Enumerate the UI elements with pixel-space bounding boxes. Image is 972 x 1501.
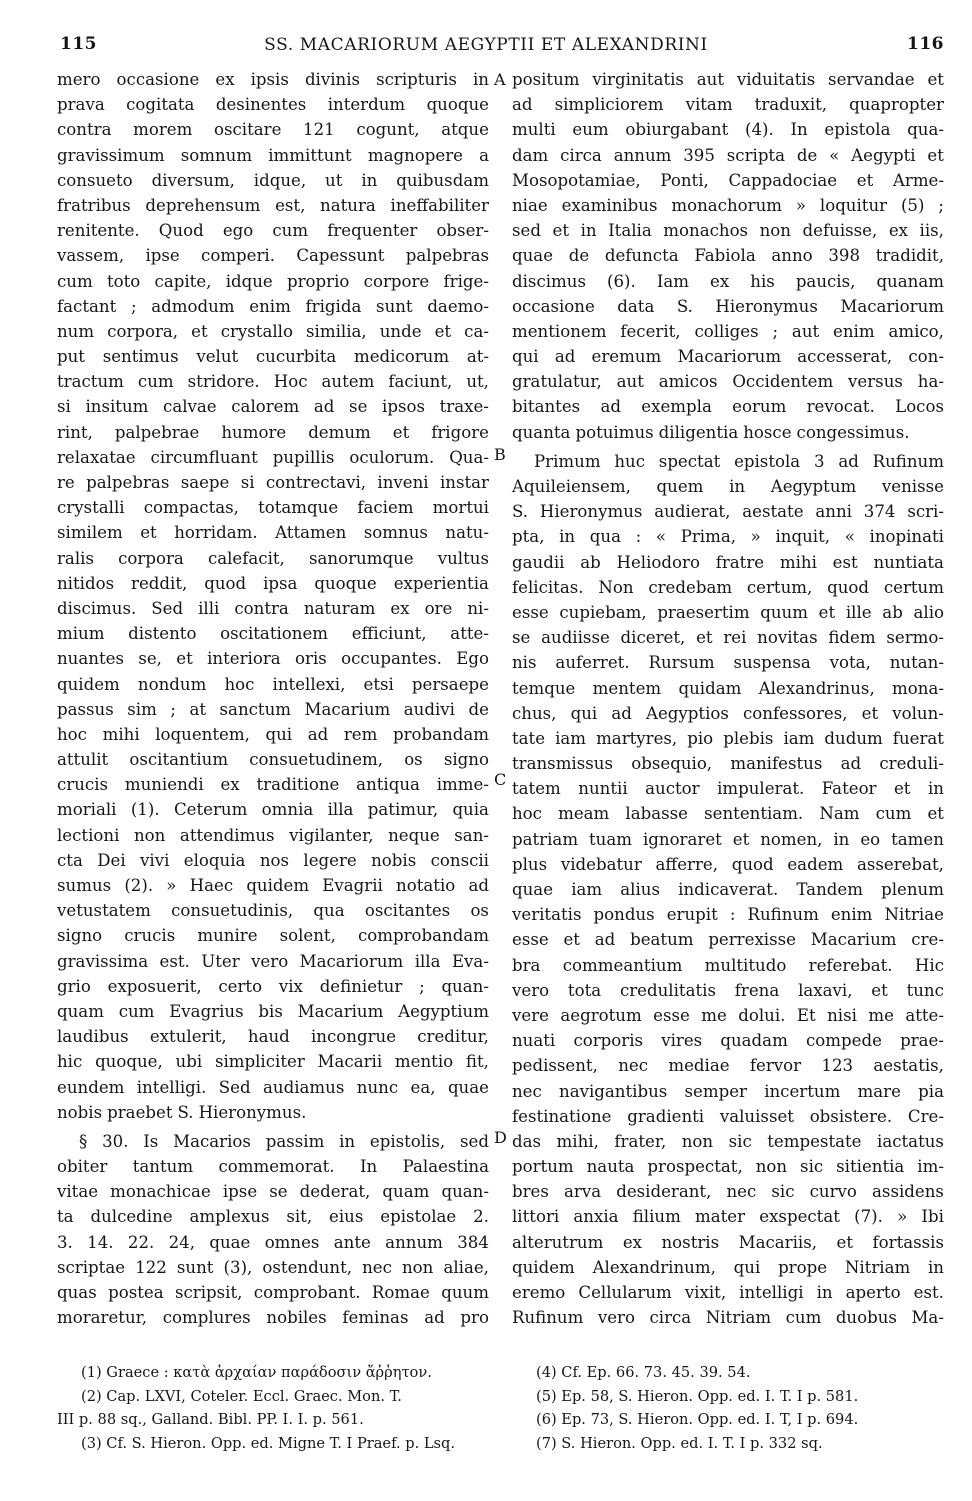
text-line: signo crucis munire solent, comprobandam bbox=[57, 926, 489, 946]
text-line: contra morem oscitare 121 cogunt, atque bbox=[57, 120, 489, 140]
text-line: quam cum Evagrius bis Macarium Aegyptium bbox=[57, 1001, 489, 1021]
text-line: nuati corporis vires quadam compede prae- bbox=[512, 1031, 944, 1051]
text-line: sed et in Italia monachos non defuisse, ex iis, bbox=[512, 221, 944, 241]
text-line: esse et ad beatum perrexisse Macarium cre- bbox=[512, 930, 944, 950]
text-line: tate iam martyres, pio plebis iam dudum fuerat bbox=[512, 728, 944, 748]
text-line: si insitum calvae calorem ad se ipsos traxe- bbox=[57, 397, 489, 417]
text-line: eundem intelligi. Sed audiamus nunc ea, quae bbox=[57, 1077, 489, 1097]
text-line: Mosopotamiae, Ponti, Cappadociae et Arme- bbox=[512, 170, 944, 190]
text-line: pedissent, nec mediae fervor 123 aestatis, bbox=[512, 1056, 944, 1076]
text-line: factant ; admodum enim frigida sunt daemo- bbox=[57, 296, 489, 316]
text-line: bra commeantium multitudo referebat. Hic bbox=[512, 955, 944, 975]
text-line: mero occasione ex ipsis divinis scripturis in bbox=[57, 70, 489, 89]
text-line: obiter tantum commemorat. In Palaestina bbox=[57, 1157, 489, 1177]
text-line: transmissus obsequio, manifestus ad creduli- bbox=[512, 754, 944, 774]
left-text-column bbox=[57, 67, 489, 1330]
text-line: nitidos reddit, quod ipsa quoque experientia bbox=[57, 573, 489, 593]
text-line: positum virginitatis aut viduitatis servandae et bbox=[512, 70, 944, 89]
text-line: veritatis pondus erupit : Rufinum enim Nitriae bbox=[512, 905, 944, 925]
margin-letter-b: B bbox=[494, 445, 506, 464]
running-title: SS. MACARIORUM AEGYPTII ET ALEXANDRINI bbox=[264, 35, 708, 55]
footnote: III p. 88 sq., Galland. Bibl. PP. I. I. p. 561. bbox=[57, 1411, 364, 1428]
text-line: re palpebras saepe si contrectavi, inveni instar bbox=[57, 473, 489, 492]
text-line: Primum huc spectat epistola 3 ad Rufinum bbox=[534, 451, 944, 471]
text-line: passus sim ; at sanctum Macarium audivi de bbox=[57, 699, 489, 719]
text-line: quae de defuncta Fabiola anno 398 tradidit, bbox=[512, 246, 944, 266]
text-line: cta Dei vivi eloquia nos legere nobis conscii bbox=[57, 850, 489, 870]
text-line: ad simpliciorem vitam traduxit, quapropter bbox=[512, 95, 944, 115]
footnote: (5) Ep. 58, S. Hieron. Opp. ed. I. T. I p. 581. bbox=[536, 1387, 859, 1405]
text-line: littori anxia filium mater exspectat (7). » Ibi bbox=[512, 1207, 944, 1227]
text-line: vere aegrotum esse me dolui. Et nisi me atte- bbox=[512, 1005, 944, 1025]
right-text-column bbox=[512, 67, 944, 1330]
text-line: quidem nondum hoc intellexi, etsi persaepe bbox=[57, 674, 489, 694]
text-line: patriam tuam ignoraret et nomen, in eo tamen bbox=[512, 829, 944, 849]
text-line: relaxatae circumfluant pupillis oculorum. Qua- bbox=[57, 447, 489, 467]
text-line: rint, palpebrae humore demum et frigore bbox=[57, 422, 489, 442]
right-page-number: 116 bbox=[907, 34, 944, 54]
text-line: temque mentem quidam Alexandrinus, mona- bbox=[512, 678, 944, 698]
text-line: alterutrum ex nostris Macariis, et fortassis bbox=[512, 1232, 944, 1252]
text-line: dam circa annum 395 scripta de « Aegypti et bbox=[512, 145, 944, 165]
text-line: qui ad eremum Macariorum accesserat, con- bbox=[512, 347, 944, 367]
text-line: moriali (1). Ceterum omnia illa patimur, quia bbox=[57, 800, 489, 820]
margin-letter-a: A bbox=[494, 70, 506, 89]
text-line: gravissimum somnum immittunt magnopere a bbox=[57, 145, 489, 165]
text-line: moraretur, complures nobiles feminas ad pro bbox=[57, 1308, 489, 1328]
text-line: quae iam alius indicaverat. Tandem plenum bbox=[512, 880, 944, 899]
left-footnotes bbox=[57, 1361, 497, 1455]
text-line: se audiisse diceret, et rei novitas fidem sermo- bbox=[512, 628, 944, 648]
text-line: eremo Cellularum vixit, intelligi in aperto est. bbox=[512, 1283, 944, 1302]
footnote: (1) Graece : κατὰ ἀρχαίαν παράδοσιν ἄῤῥητον. bbox=[81, 1364, 432, 1381]
text-line: mentionem fecerit, colliges ; aut enim amico, bbox=[512, 321, 944, 341]
text-line: S. Hieronymus audierat, aestate anni 374 scri- bbox=[512, 502, 944, 522]
text-line: hoc meam labasse sententiam. Nam cum et bbox=[512, 804, 944, 824]
text-line: ta dulcedine amplexus sit, eius epistolae 2. bbox=[57, 1207, 489, 1227]
text-line: grio exposuerit, certo vix definietur ; quan- bbox=[57, 976, 489, 996]
footnote: (4) Cf. Ep. 66. 73. 45. 39. 54. bbox=[536, 1364, 751, 1381]
text-line: quanta potuimus diligentia hosce congessimus. bbox=[512, 422, 910, 442]
text-line: crystalli compactas, totamque faciem mortui bbox=[57, 498, 489, 518]
text-line: discimus (6). Iam ex his paucis, quanam bbox=[512, 271, 944, 291]
left-page-number: 115 bbox=[60, 34, 97, 54]
text-line: Aquileiensem, quem in Aegyptum venisse bbox=[512, 477, 944, 496]
footnote: (6) Ep. 73, S. Hieron. Opp. ed. I. T, I p. 694. bbox=[536, 1411, 859, 1428]
right-footnotes bbox=[512, 1361, 952, 1455]
text-line: ralis corpora calefacit, sanorumque vultus bbox=[57, 548, 489, 568]
text-line: plus videbatur afferre, quod eadem asserebat, bbox=[512, 854, 944, 874]
text-line: quidem Alexandrinum, qui prope Nitriam in bbox=[512, 1257, 944, 1277]
text-line: fratribus deprehensum est, natura ineffabiliter bbox=[57, 195, 489, 215]
text-line: hic quoque, ubi simpliciter Macarii mentio fit, bbox=[57, 1052, 489, 1072]
text-line: hoc mihi loquentem, qui ad rem probandam bbox=[57, 724, 489, 744]
text-line: vero tota credulitatis frena laxavi, et tunc bbox=[512, 980, 944, 1000]
text-line: 3. 14. 22. 24, quae omnes ante annum 384 bbox=[57, 1232, 489, 1252]
margin-letter-c: C bbox=[494, 770, 507, 789]
footnote: (2) Cap. LXVI, Coteler. Eccl. Graec. Mon. T. bbox=[81, 1387, 402, 1405]
text-line: festinatione gradienti valuisset obsistere. Cre- bbox=[512, 1106, 944, 1126]
text-line: discimus. Sed illi contra naturam ex ore ni- bbox=[57, 598, 489, 618]
text-line: pta, in qua : « Prima, » inquit, « inopinati bbox=[512, 527, 944, 547]
text-line: Rufinum vero circa Nitriam cum duobus Ma- bbox=[512, 1308, 944, 1328]
text-line: felicitas. Non credebam certum, quod certum bbox=[512, 577, 944, 597]
footnote: (7) S. Hieron. Opp. ed. I. T. I p. 332 sq. bbox=[536, 1434, 823, 1452]
text-line: prava cogitata desinentes interdum quoque bbox=[57, 95, 489, 115]
running-header bbox=[0, 34, 972, 58]
text-line: vassem, ipse comperi. Capessunt palpebras bbox=[57, 246, 489, 266]
text-line: mium distento oscitationem efficiunt, atte- bbox=[57, 624, 489, 644]
margin-letter-d: D bbox=[494, 1128, 507, 1147]
text-line: vitae monachicae ipse se dederat, quam quan- bbox=[57, 1182, 489, 1202]
text-line: cum toto capite, idque proprio corpore frige- bbox=[57, 271, 489, 291]
text-line: chus, qui ad Aegyptios confessores, et volun- bbox=[512, 703, 944, 723]
text-line: das mihi, frater, non sic tempestate iactatus bbox=[512, 1131, 944, 1151]
text-line: niae examinibus monachorum » loquitur (5) ; bbox=[512, 195, 944, 215]
text-line: tatem nuntii auctor impulerat. Fateor et in bbox=[512, 779, 944, 799]
text-line: crucis muniendi ex traditione antiqua imme- bbox=[57, 775, 489, 795]
text-line: bres arva desiderant, nec sic curvo assidens bbox=[512, 1182, 944, 1202]
text-line: sumus (2). » Haec quidem Evagrii notatio ad bbox=[57, 876, 489, 895]
text-line: portum nauta prospectat, non sic sitientia im- bbox=[512, 1157, 944, 1177]
text-line: quas postea scripsit, comprobant. Romae quum bbox=[57, 1283, 489, 1302]
text-line: renitente. Quod ego cum frequenter obser- bbox=[57, 221, 489, 241]
text-line: esse cupiebam, praesertim quum et ille ab alio bbox=[512, 602, 944, 622]
text-line: attulit oscitantium consuetudinem, os signo bbox=[57, 750, 489, 770]
text-line: gratulatur, aut amicos Occidentem versus ha- bbox=[512, 372, 944, 392]
text-line: lectioni non attendimus vigilanter, neque san- bbox=[57, 825, 489, 845]
text-line: multi eum obiurgabant (4). In epistola qua- bbox=[512, 120, 944, 140]
text-line: consueto diversum, idque, ut in quibusdam bbox=[57, 170, 489, 190]
text-line: put sentimus velut cucurbita medicorum at- bbox=[57, 347, 489, 367]
text-line: similem et horridam. Attamen somnus natu- bbox=[57, 523, 489, 543]
text-line: nobis praebet S. Hieronymus. bbox=[57, 1102, 307, 1122]
text-line: occasione data S. Hieronymus Macariorum bbox=[512, 296, 944, 316]
text-line: nuantes se, et interiora oris occupantes. Ego bbox=[57, 649, 489, 669]
text-line: vetustatem consuetudinis, qua oscitantes os bbox=[57, 901, 489, 921]
text-line: gravissima est. Uter vero Macariorum illa Eva- bbox=[57, 951, 489, 971]
text-line: num corpora, et crystallo similia, unde et ca- bbox=[57, 321, 489, 341]
text-line: gaudii ab Heliodoro fratre mihi est nuntiata bbox=[512, 552, 944, 572]
text-line: nec navigantibus semper incertum mare pia bbox=[512, 1081, 944, 1101]
text-line: tractum cum stridore. Hoc autem faciunt, ut, bbox=[57, 372, 489, 392]
text-line: laudibus extulerit, haud incongrue creditur, bbox=[57, 1027, 489, 1047]
text-line: bitantes ad exempla eorum revocat. Locos bbox=[512, 397, 944, 417]
text-line: nis auferret. Rursum suspensa vota, nutan- bbox=[512, 653, 944, 673]
footnote: (3) Cf. S. Hieron. Opp. ed. Migne T. I Praef. p. Lsq. bbox=[81, 1434, 456, 1452]
text-line: § 30. Is Macarios passim in epistolis, sed bbox=[79, 1131, 489, 1151]
text-line: scriptae 122 sunt (3), ostendunt, nec non aliae, bbox=[57, 1257, 489, 1277]
